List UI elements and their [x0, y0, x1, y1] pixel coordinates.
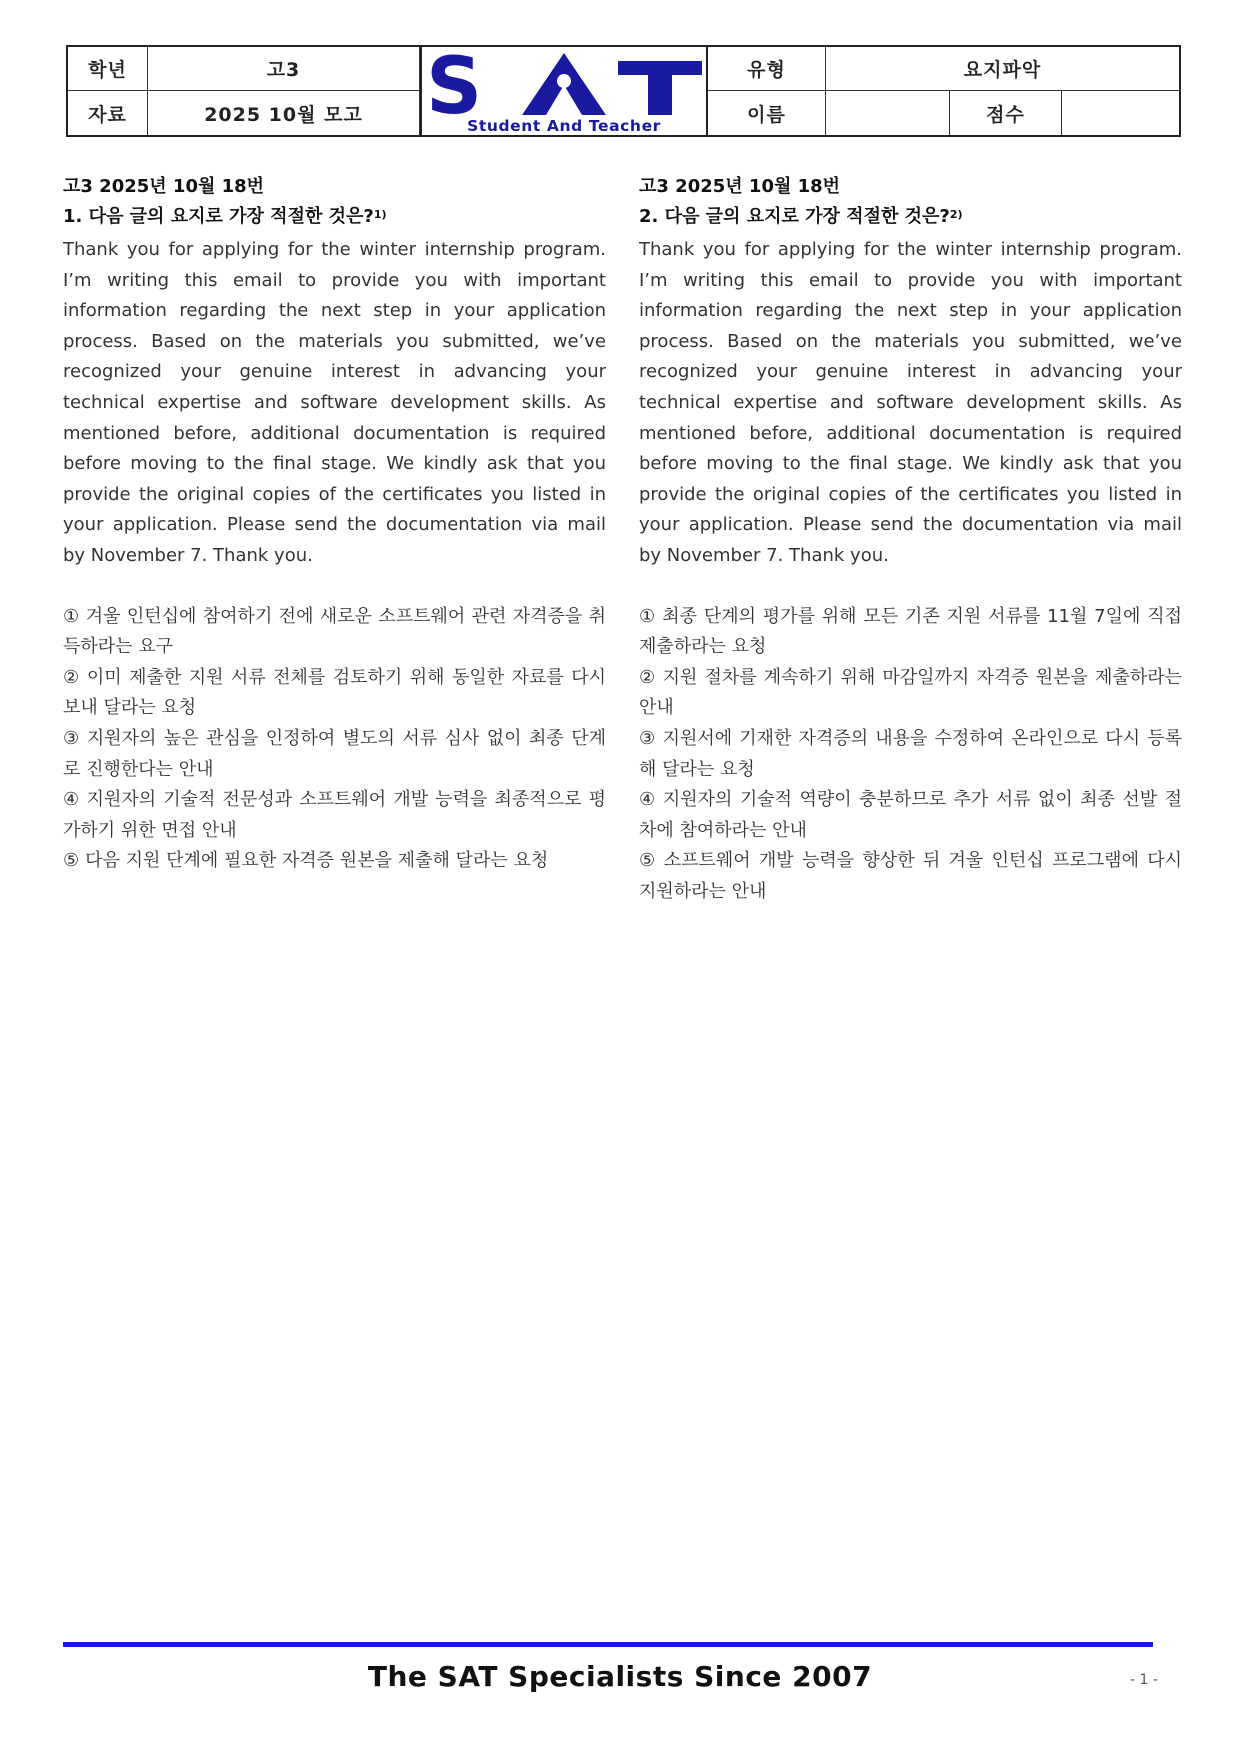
choice-list — [639, 602, 1182, 908]
choice-text: 지원자의 높은 관심을 인정하여 별도의 서류 심사 없이 최종 단계로 진행한다는 안내 — [63, 727, 606, 780]
choice-text: 지원자의 기술적 역량이 충분하므로 추가 서류 없이 최종 선발 절차에 참여하라는 안내 — [639, 789, 1182, 841]
material-label: 자료 — [68, 91, 148, 135]
passage: Thank you for applying for the winter internship program. I’m writing this email to provide you with important information regarding the next step in your application process. Based on the materials you submitted, we’ve recognized your genuine interest in advancing your technical expertise and software development skills. As mentioned before, additional documentation is required before moving to the final stage. We kindly ask that you provide the original copies of the certificates you listed in your application. Please send the documentation via mail by November 7. Thank you. — [63, 239, 606, 566]
choice-3[interactable] — [63, 724, 606, 785]
question-source: 고3 2025년 10월 18번 — [639, 176, 841, 197]
choice-5[interactable] — [639, 846, 1182, 907]
choice-number: ① — [63, 605, 80, 627]
choice-text: 최종 단계의 평가를 위해 모든 기존 지원 서류를 11월 7일에 직접 제출하라는 요청 — [639, 605, 1182, 658]
choice-text: 지원자의 기술적 전문성과 소프트웨어 개발 능력을 최종적으로 평가하기 위한 면접 안내 — [63, 789, 606, 841]
question-title-text: 1. 다음 글의 요지로 가장 적절한 것은? — [63, 206, 374, 227]
choice-1[interactable] — [639, 602, 1182, 663]
choice-number: ① — [639, 605, 657, 627]
choice-text: 이미 제출한 지원 서류 전체를 검토하기 위해 동일한 자료를 다시 보내 달라는 요청 — [63, 666, 606, 719]
choice-2[interactable] — [639, 663, 1182, 724]
type-label: 유형 — [708, 47, 826, 91]
header-table — [66, 45, 1181, 137]
grade-value: 고3 — [148, 47, 420, 91]
sat-logo-graphic — [422, 47, 706, 135]
choice-5[interactable] — [63, 846, 606, 877]
choice-text: 겨울 인턴십에 참여하기 전에 새로운 소프트웨어 관련 자격증을 취득하라는 요구 — [63, 605, 606, 658]
type-value: 요지파악 — [826, 47, 1179, 91]
choice-text: 지원서에 기재한 자격증의 내용을 수정하여 온라인으로 다시 등록해 달라는 요청 — [639, 727, 1182, 780]
footer-divider — [63, 1642, 1153, 1647]
choice-number: ⑤ — [63, 850, 80, 872]
footnote-mark: 2) — [949, 208, 963, 221]
page-number: - 1 - — [1130, 1672, 1158, 1688]
question-title — [639, 202, 1182, 232]
choice-1[interactable] — [63, 602, 606, 663]
question-title — [63, 202, 606, 232]
choice-text: 소프트웨어 개발 능력을 향상한 뒤 겨울 인턴십 프로그램에 다시 지원하라는 안내 — [639, 850, 1183, 902]
choice-4[interactable] — [63, 785, 606, 846]
choice-2[interactable] — [63, 663, 606, 724]
name-label: 이름 — [708, 91, 826, 135]
logo-letter-s: S — [426, 47, 484, 132]
score-label: 점수 — [950, 91, 1062, 135]
material-value: 2025 10월 모고 — [148, 91, 420, 135]
choice-number: ③ — [63, 727, 81, 749]
choice-number: ④ — [63, 789, 81, 811]
choice-4[interactable] — [639, 785, 1182, 846]
question-source: 고3 2025년 10월 18번 — [63, 176, 265, 197]
choice-number: ③ — [639, 727, 657, 749]
choice-number: ④ — [639, 789, 657, 811]
choice-list — [63, 602, 606, 877]
sat-logo — [420, 47, 708, 135]
logo-subtext: Student And Teacher — [467, 117, 661, 135]
score-field[interactable] — [1062, 91, 1179, 135]
logo-figure-head — [557, 74, 571, 88]
footnote-mark: 1) — [373, 208, 387, 221]
question-1 — [63, 172, 606, 877]
passage: Thank you for applying for the winter internship program. I’m writing this email to provide you with important information regarding the next step in your application process. Based on the materials you submitted, we’ve recognized your genuine interest in advancing your technical expertise and software development skills. As mentioned before, additional documentation is required before moving to the final stage. We kindly ask that you provide the original copies of the certificates you listed in your application. Please send the documentation via mail by November 7. Thank you. — [639, 239, 1182, 566]
footer-slogan: The SAT Specialists Since 2007 — [367, 1660, 873, 1693]
choice-3[interactable] — [639, 724, 1182, 785]
grade-label: 학년 — [68, 47, 148, 91]
choice-number: ② — [63, 666, 81, 688]
name-field[interactable] — [826, 91, 950, 135]
logo-letter-t-stem — [648, 61, 672, 115]
choice-number: ② — [639, 666, 657, 688]
choice-text: 다음 지원 단계에 필요한 자격증 원본을 제출해 달라는 요청 — [85, 850, 549, 872]
question-title-text: 2. 다음 글의 요지로 가장 적절한 것은? — [639, 206, 950, 227]
choice-number: ⑤ — [639, 850, 658, 872]
question-2 — [639, 172, 1182, 907]
choice-text: 지원 절차를 계속하기 위해 마감일까지 자격증 원본을 제출하라는 안내 — [639, 666, 1182, 719]
